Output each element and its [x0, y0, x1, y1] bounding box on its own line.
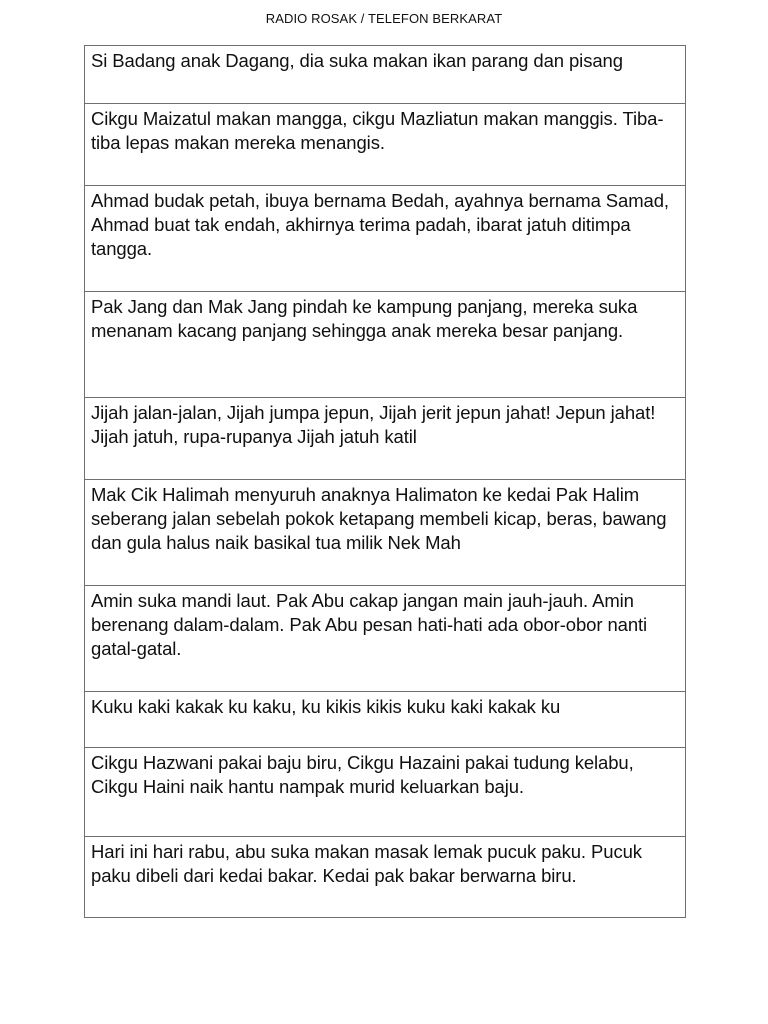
table-row — [85, 398, 686, 480]
sentence-cell: Kuku kaki kakak ku kaku, ku kikis kikis kuku kaki kakak ku — [85, 692, 686, 748]
sentence-table — [84, 45, 686, 918]
table-row — [85, 748, 686, 837]
table-row — [85, 837, 686, 918]
table-row — [85, 480, 686, 586]
table-row — [85, 186, 686, 292]
page-title: RADIO ROSAK / TELEFON BERKARAT — [265, 11, 503, 26]
sentence-cell: Cikgu Hazwani pakai baju biru, Cikgu Hazaini pakai tudung kelabu, Cikgu Haini naik hantu nampak murid keluarkan baju. — [85, 748, 686, 837]
sentence-cell: Si Badang anak Dagang, dia suka makan ikan parang dan pisang — [85, 46, 686, 104]
sentence-cell: Cikgu Maizatul makan mangga, cikgu Mazliatun makan manggis. Tiba-tiba lepas makan mereka menangis. — [85, 104, 686, 186]
table-row — [85, 104, 686, 186]
sentence-cell: Amin suka mandi laut. Pak Abu cakap jangan main jauh-jauh. Amin berenang dalam-dalam. Pak Abu pesan hati-hati ada obor-obor nanti gatal-gatal. — [85, 586, 686, 692]
sentence-cell: Hari ini hari rabu, abu suka makan masak lemak pucuk paku. Pucuk paku dibeli dari kedai bakar. Kedai pak bakar berwarna biru. — [85, 837, 686, 918]
sentence-cell: Pak Jang dan Mak Jang pindah ke kampung panjang, mereka suka menanam kacang panjang sehingga anak mereka besar panjang. — [85, 292, 686, 398]
table-row — [85, 46, 686, 104]
table-row — [85, 692, 686, 748]
sentence-cell: Mak Cik Halimah menyuruh anaknya Halimaton ke kedai Pak Halim seberang jalan sebelah pokok ketapang membeli kicap, beras, bawang dan gula halus naik basikal tua milik Nek Mah — [85, 480, 686, 586]
sentence-cell: Ahmad budak petah, ibuya bernama Bedah, ayahnya bernama Samad, Ahmad buat tak endah, akhirnya terima padah, ibarat jatuh ditimpa tangga. — [85, 186, 686, 292]
table-row — [85, 586, 686, 692]
sentence-cell: Jijah jalan-jalan, Jijah jumpa jepun, Jijah jerit jepun jahat! Jepun jahat! Jijah jatuh, rupa-rupanya Jijah jatuh katil — [85, 398, 686, 480]
table-row — [85, 292, 686, 398]
